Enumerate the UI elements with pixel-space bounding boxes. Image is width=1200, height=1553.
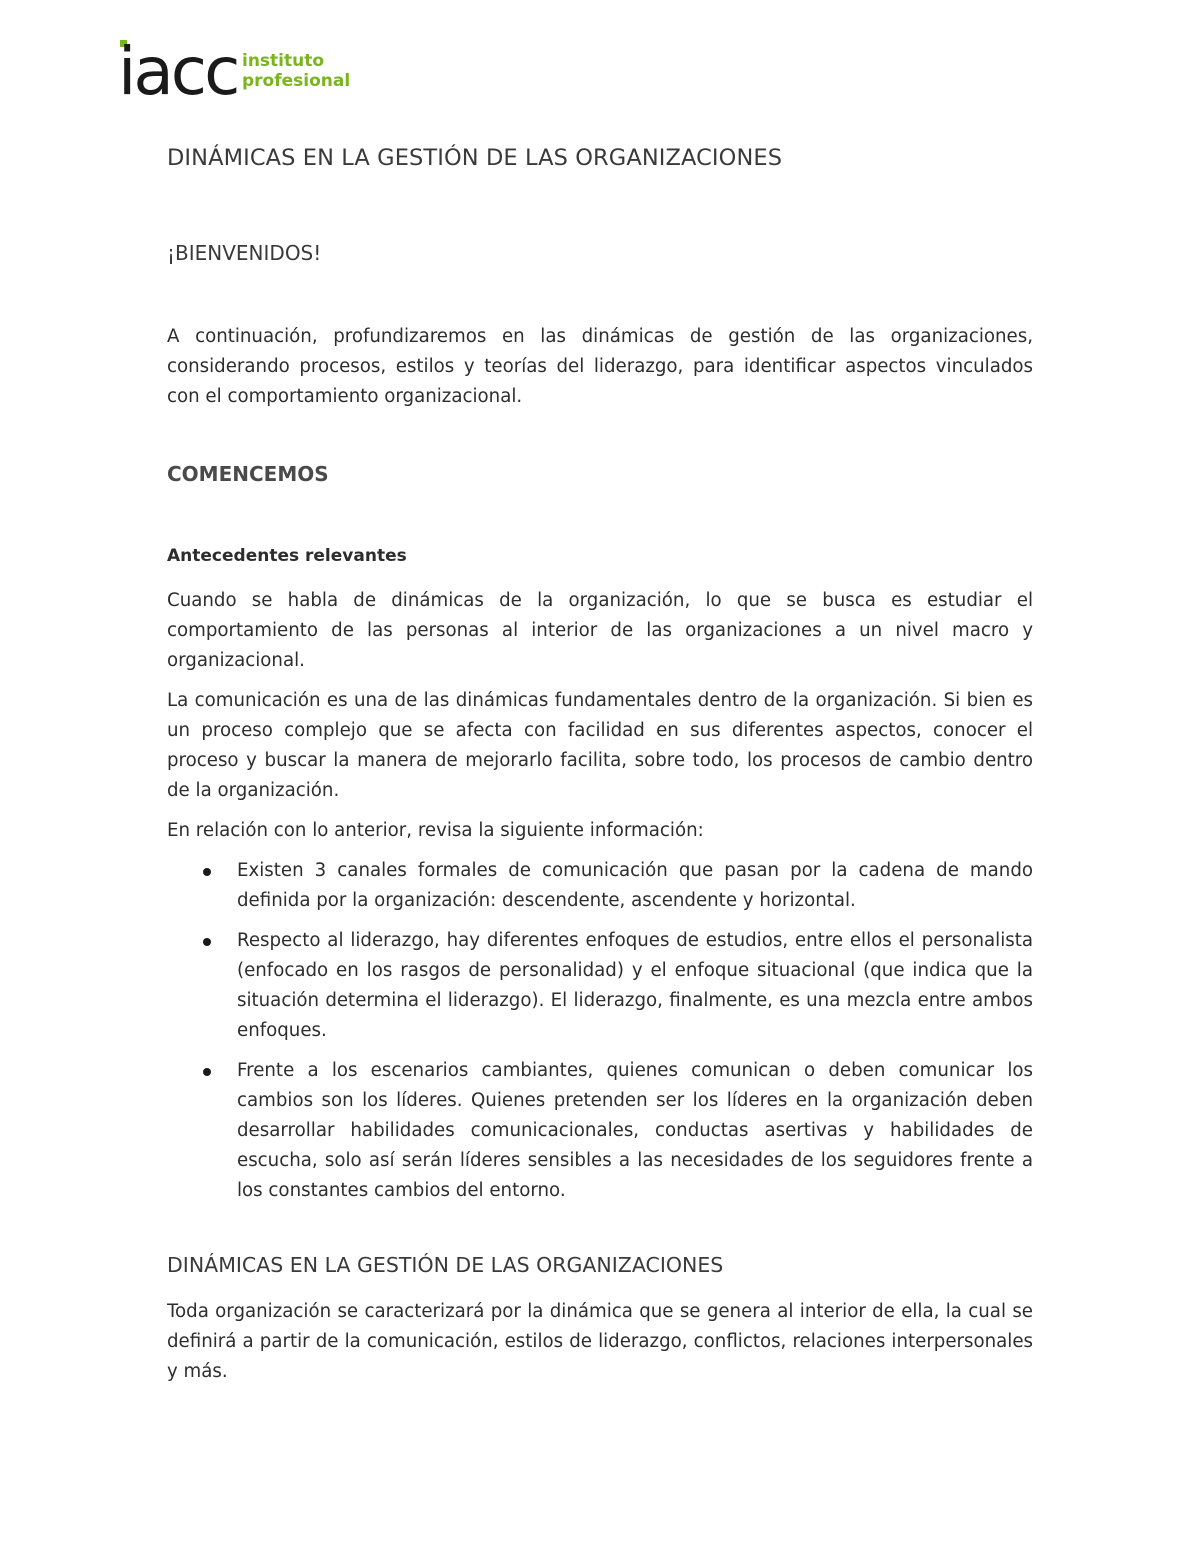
logo-line-1: instituto: [242, 51, 325, 71]
list-item: [167, 856, 1033, 916]
bullet-list: [167, 856, 1033, 1206]
logo-wordmark: iacc: [118, 38, 238, 102]
bullet-icon: [203, 868, 211, 876]
list-item: [167, 1056, 1033, 1206]
intro-paragraph: A continuación, profundizaremos en las dinámicas de gestión de las organizaciones, considerando procesos, estilos y teorías del liderazgo, para identificar aspectos vinculados con el comportamiento organizacional.: [167, 326, 1033, 407]
antecedentes-body: [167, 586, 1033, 1216]
list-item-text: Respecto al liderazgo, hay diferentes enfoques de estudios, entre ellos el personalista (enfocado en los rasgos de personalidad) y el enfoque situacional (que indica que la situación determina el liderazgo). El liderazgo, finalmente, es una mezcla entre ambos enfoques.: [237, 930, 1033, 1041]
paragraph: En relación con lo anterior, revisa la siguiente información:: [167, 820, 704, 841]
bullet-icon: [203, 938, 211, 946]
paragraph: La comunicación es una de las dinámicas fundamentales dentro de la organización. Si bien es un proceso complejo que se afecta con facilidad en sus diferentes aspectos, conocer el proceso y buscar la manera de mejorarlo facilita, sobre todo, los procesos de cambio dentro de la organización.: [167, 690, 1033, 801]
start-heading: COMENCEMOS: [167, 462, 329, 486]
list-item-text: Existen 3 canales formales de comunicación que pasan por la cadena de mando definida por la organización: descendente, ascendente y horizontal.: [237, 860, 1033, 911]
paragraph: Cuando se habla de dinámicas de la organización, lo que se busca es estudiar el comportamiento de las personas al interior de las organizaciones a un nivel macro y organizacional.: [167, 590, 1033, 671]
antecedentes-heading: Antecedentes relevantes: [167, 546, 407, 566]
welcome-heading: ¡BIENVENIDOS!: [167, 241, 322, 265]
iacc-logo: [118, 38, 378, 102]
logo-line-2: profesional: [242, 71, 351, 91]
list-item: [167, 926, 1033, 1046]
bullet-icon: [203, 1068, 211, 1076]
paragraph: Toda organización se caracterizará por la dinámica que se genera al interior de ella, la cual se definirá a partir de la comunicación, estilos de liderazgo, conflictos, relaciones interpersonales y más.: [167, 1301, 1033, 1382]
section-body: [167, 1297, 1033, 1387]
iacc-logo-graphic: [118, 38, 378, 102]
section-heading: DINÁMICAS EN LA GESTIÓN DE LAS ORGANIZACIONES: [167, 1253, 724, 1277]
page-title: DINÁMICAS EN LA GESTIÓN DE LAS ORGANIZACIONES: [167, 145, 783, 171]
list-item-text: Frente a los escenarios cambiantes, quienes comunican o deben comunicar los cambios son los líderes. Quienes pretenden ser los líderes en la organización deben desarrollar habilidades comunicacionales, conductas asertivas y habilidades de escucha, solo así serán líderes sensibles a las necesidades de los seguidores frente a los constantes cambios del entorno.: [237, 1060, 1033, 1201]
